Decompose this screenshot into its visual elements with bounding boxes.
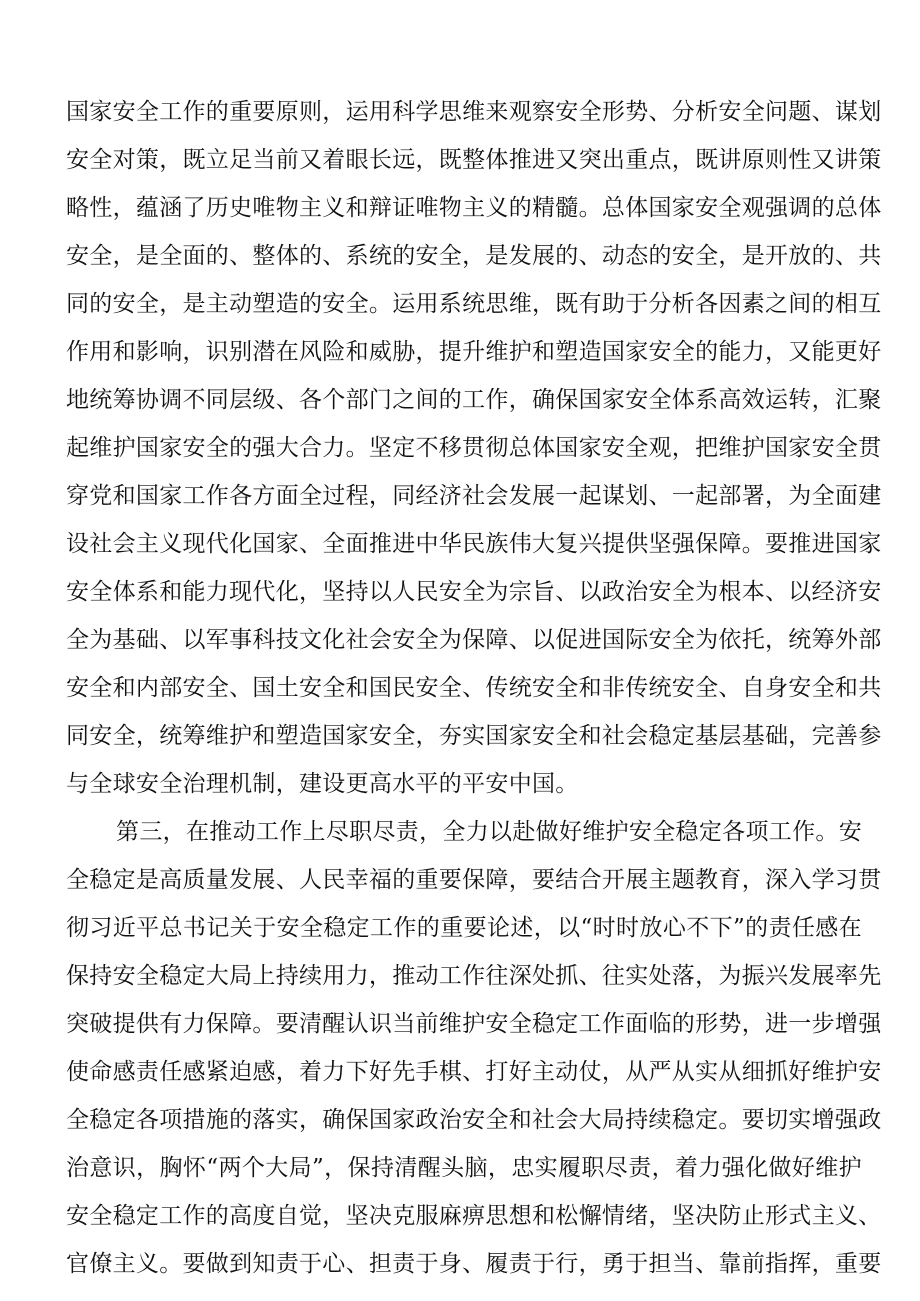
text-line: 与全球安全治理机制，建设更高水平的平安中国。 (66, 771, 579, 797)
text-line: 略性，蕴涵了历史唯物主义和辩证唯物主义的精髓。总体国家安全观强调的总体 (66, 195, 882, 221)
text-line: 使命感责任感紧迫感，着力下好先手棋、打好主动仗，从严从实从细抓好维护安 (66, 1059, 882, 1085)
text-line: 全稳定各项措施的落实，确保国家政治安全和社会大局持续稳定。要切实增强政 (66, 1107, 882, 1133)
text-line: 第三，在推动工作上尽职尽责，全力以赴做好维护安全稳定各项工作。安 (116, 819, 862, 845)
text-line: 安全体系和能力现代化，坚持以人民安全为宗旨、以政治安全为根本、以经济安 (66, 579, 882, 605)
text-line: 彻习近平总书记关于安全稳定工作的重要论述，以“时时放心不下”的责任感在 (66, 915, 862, 941)
text-line: 安全稳定工作的高度自觉，坚决克服麻痹思想和松懈情绪，坚决防止形式主义、 (66, 1203, 882, 1229)
text-line: 同的安全，是主动塑造的安全。运用系统思维，既有助于分析各因素之间的相互 (66, 291, 882, 317)
text-line: 安全对策，既立足当前又着眼长远，既整体推进又突出重点，既讲原则性又讲策 (66, 147, 882, 173)
text-line: 国家安全工作的重要原则，运用科学思维来观察安全形势、分析安全问题、谋划 (66, 99, 882, 125)
text-line: 地统筹协调不同层级、各个部门之间的工作，确保国家安全体系高效运转，汇聚 (66, 387, 882, 413)
text-line: 同安全，统筹维护和塑造国家安全，夯实国家安全和社会稳定基层基础，完善参 (66, 723, 882, 749)
text-line: 安全，是全面的、整体的、系统的安全，是发展的、动态的安全，是开放的、共 (66, 243, 882, 269)
text-line: 全稳定是高质量发展、人民幸福的重要保障，要结合开展主题教育，深入学习贯 (66, 867, 882, 893)
text-line: 官僚主义。要做到知责于心、担责于身、履责于行，勇于担当、靠前指挥，重要 (66, 1251, 882, 1277)
text-line: 安全和内部安全、国土安全和国民安全、传统安全和非传统安全、自身安全和共 (66, 675, 882, 701)
text-line: 全为基础、以军事科技文化社会安全为保障、以促进国际安全为依托，统筹外部 (66, 627, 882, 653)
text-line: 作用和影响，识别潜在风险和威胁，提升维护和塑造国家安全的能力，又能更好 (66, 339, 882, 365)
text-line: 起维护国家安全的强大合力。坚定不移贯彻总体国家安全观，把维护国家安全贯 (66, 435, 882, 461)
text-line: 突破提供有力保障。要清醒认识当前维护安全稳定工作面临的形势，进一步增强 (66, 1011, 882, 1037)
text-line: 治意识，胸怀“两个大局”，保持清醒头脑，忠实履职尽责，着力强化做好维护 (66, 1155, 862, 1181)
text-line: 保持安全稳定大局上持续用力，推动工作往深处抓、往实处落，为振兴发展率先 (66, 963, 882, 989)
text-line: 穿党和国家工作各方面全过程，同经济社会发展一起谋划、一起部署，为全面建 (66, 483, 882, 509)
text-line: 设社会主义现代化国家、全面推进中华民族伟大复兴提供坚强保障。要推进国家 (66, 531, 882, 557)
